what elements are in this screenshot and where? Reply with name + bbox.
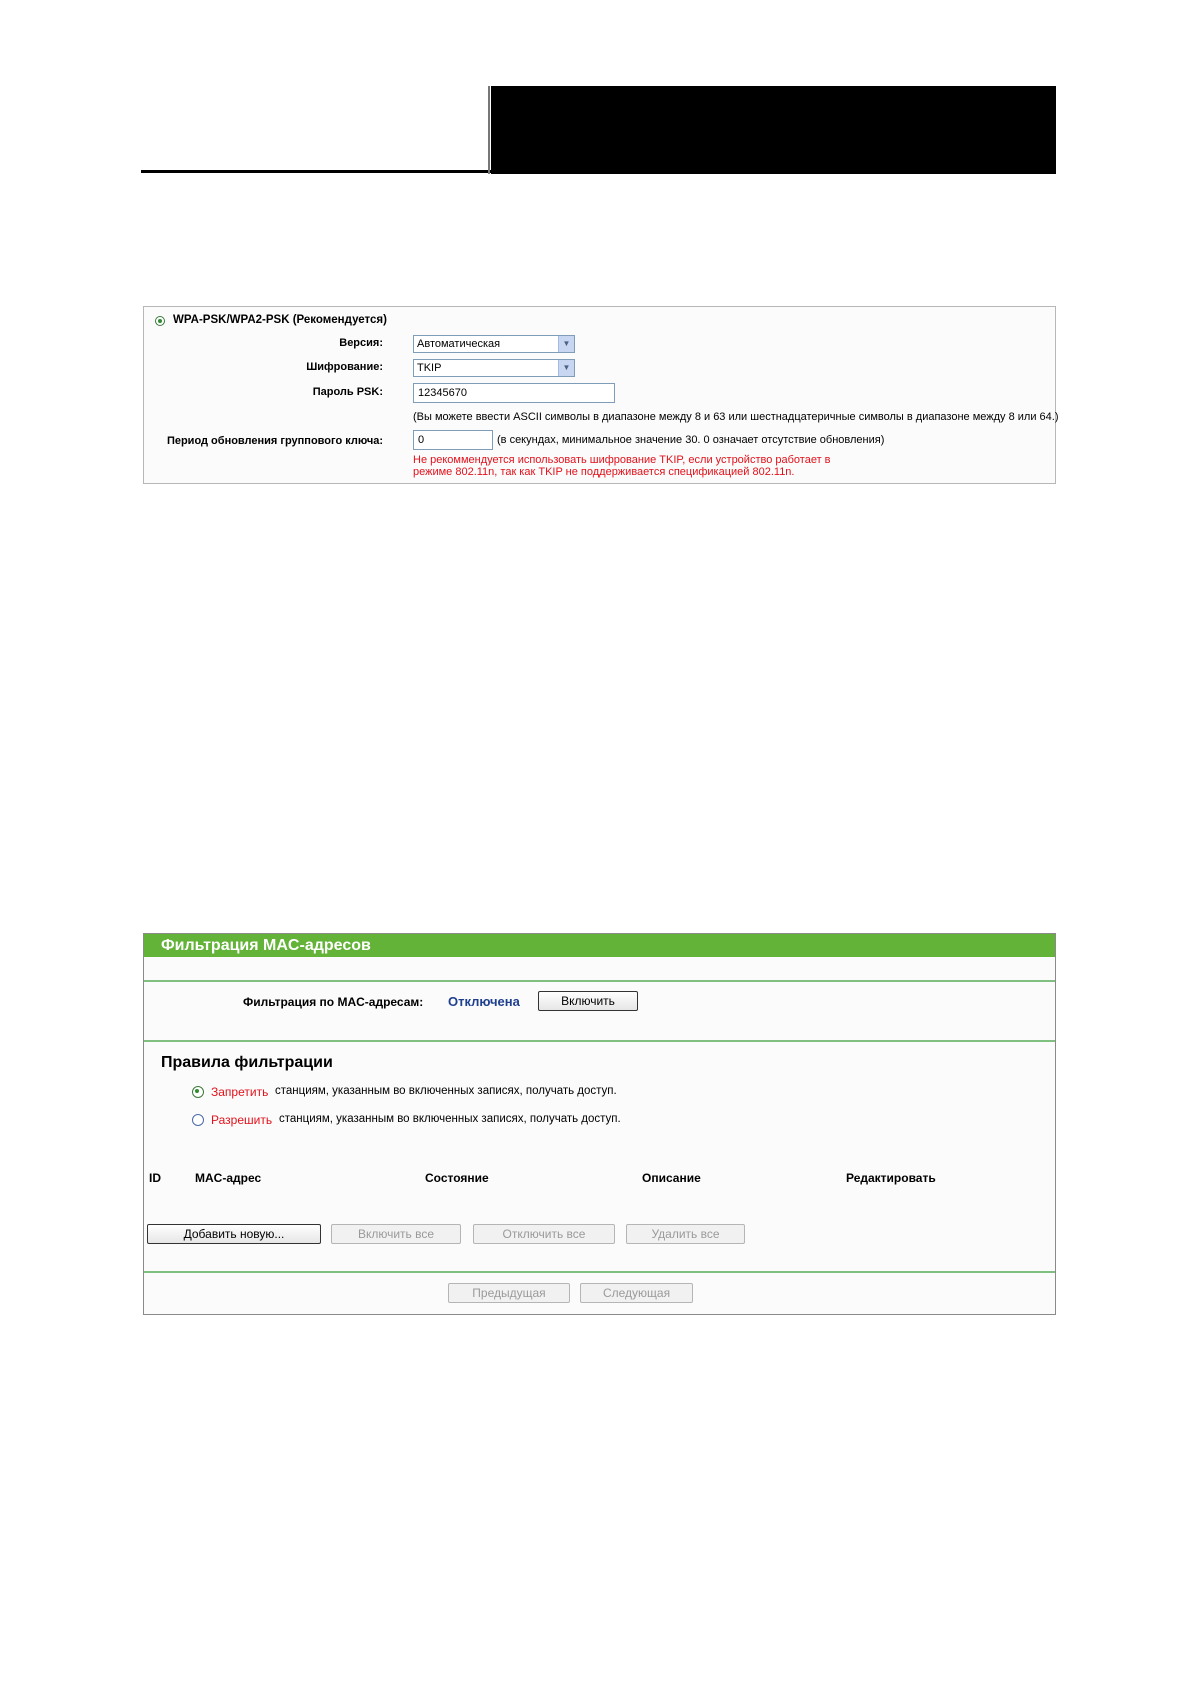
tkip-warning-line2: режиме 802.11n, так как TKIP не поддерживается спецификацией 802.11n. [413, 466, 795, 478]
previous-page-button[interactable]: Предыдущая [448, 1283, 570, 1303]
delete-all-button[interactable]: Удалить все [626, 1224, 745, 1244]
column-status: Состояние [425, 1171, 489, 1185]
version-select-value: Автоматическая [417, 338, 501, 350]
chevron-down-icon: ▼ [558, 336, 574, 352]
group-key-label: Период обновления группового ключа: [166, 435, 383, 447]
allow-rule-text: станциям, указанным во включенных записях, получать доступ. [279, 1113, 621, 1125]
column-edit: Редактировать [846, 1171, 936, 1185]
divider [144, 1271, 1055, 1273]
mac-filter-status: Отключена [448, 994, 520, 1009]
column-id: ID [149, 1171, 161, 1185]
deny-rule-text: станциям, указанным во включенных записях, получать доступ. [275, 1085, 617, 1097]
encryption-label: Шифрование: [306, 361, 383, 373]
column-description: Описание [642, 1171, 701, 1185]
mac-filter-title: Фильтрация MAC-адресов [144, 934, 1055, 957]
encryption-select-value: TKIP [417, 362, 442, 374]
allow-keyword: Разрешить [211, 1113, 273, 1127]
disable-all-button[interactable]: Отключить все [473, 1224, 615, 1244]
wpa-settings-panel [143, 306, 1059, 484]
header-black-block [491, 86, 1056, 174]
group-key-input[interactable] [413, 430, 493, 450]
header-separator [488, 86, 490, 174]
group-key-hint: (в секундах, минимальное значение 30. 0 означает отсутствие обновления) [497, 434, 885, 446]
wpa-psk-option-label: WPA-PSK/WPA2-PSK (Рекомендуется) [173, 314, 387, 326]
allow-radio[interactable] [192, 1114, 204, 1126]
version-select[interactable] [413, 335, 575, 353]
version-label: Версия: [339, 337, 383, 349]
wpa-psk-radio[interactable] [155, 316, 165, 326]
divider [144, 980, 1055, 982]
column-mac-address: MAC-адрес [195, 1171, 262, 1185]
next-page-button[interactable]: Следующая [580, 1283, 693, 1303]
mac-filter-panel [143, 933, 1056, 1315]
encryption-select[interactable] [413, 359, 575, 377]
group-key-input-value: 0 [418, 434, 425, 446]
mac-filter-label: Фильтрация по MAC-адресам: [243, 995, 424, 1009]
header-rule [141, 170, 491, 173]
divider [144, 1040, 1055, 1042]
enable-all-button[interactable]: Включить все [331, 1224, 461, 1244]
deny-keyword: Запретить [211, 1085, 269, 1099]
chevron-down-icon: ▼ [558, 360, 574, 376]
enable-filter-button[interactable]: Включить [538, 991, 638, 1011]
deny-radio[interactable] [192, 1086, 204, 1098]
psk-input-value: 12345670 [418, 387, 467, 399]
psk-label: Пароль PSK: [312, 386, 383, 398]
tkip-warning-line1: Не рекоммендуется использовать шифрование TKIP, если устройство работает в [413, 454, 831, 466]
psk-hint: (Вы можете ввести ASCII символы в диапазоне между 8 и 63 или шестнадцатеричные символы в диапазоне между 8 или 64.) [413, 411, 1059, 423]
add-new-button[interactable]: Добавить новую... [147, 1224, 321, 1244]
rules-heading: Правила фильтрации [161, 1054, 333, 1071]
psk-input[interactable] [413, 383, 615, 403]
